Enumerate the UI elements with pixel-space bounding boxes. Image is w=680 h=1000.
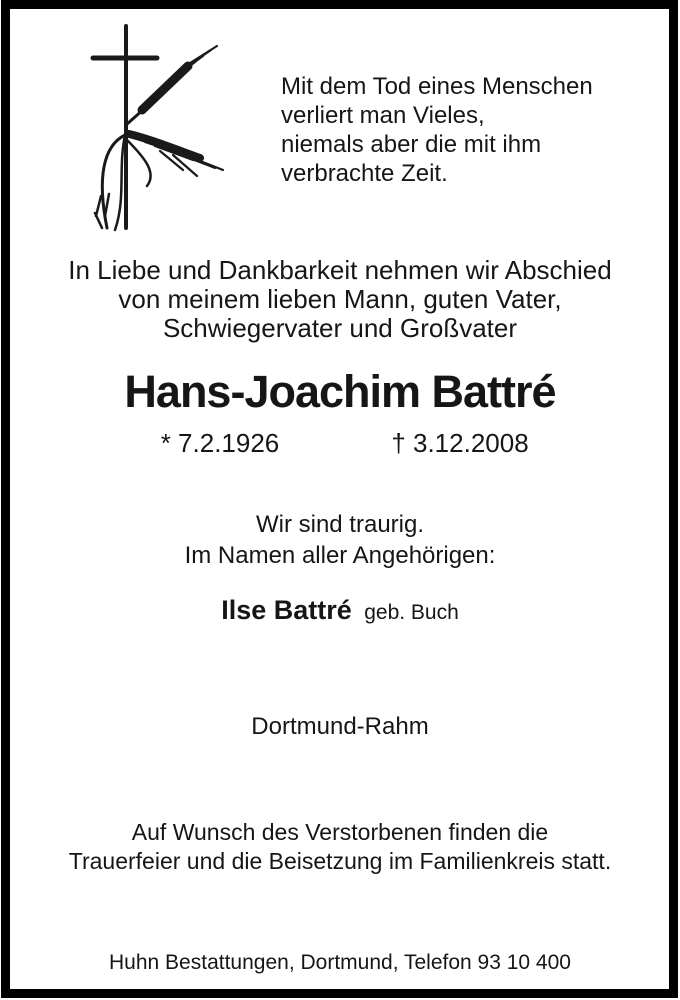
closing-line: Trauerfeier und die Beisetzung im Familienkreis statt. [68,848,612,874]
mourner-maiden-name: geb. Buch [364,601,459,624]
closing-statement [0,818,680,876]
deceased-name: Hans-Joachim Battré [124,366,556,417]
epigraph-line: Mit dem Tod eines Menschen [281,73,593,100]
intro-line: Schwiegervater und Großvater [162,313,518,343]
intro-line: von meinem lieben Mann, guten Vater, [118,284,562,314]
cross-and-wheat-icon [85,18,225,233]
mourning-line: Im Namen aller Angehörigen: [184,542,496,569]
mourner-line [0,595,680,626]
epigraph-line: verbrachte Zeit. [281,160,448,187]
birth-date: * 7.2.1926 [160,428,280,458]
epigraph-line: niemals aber die mit ihm [281,131,542,158]
death-date: † 3.12.2008 [391,428,529,458]
mourning-line: Wir sind traurig. [255,511,425,538]
life-dates [0,428,680,459]
farewell-intro [0,256,680,343]
mourner-name: Ilse Battré [221,595,352,625]
closing-line: Auf Wunsch des Verstorbenen finden die [131,819,549,845]
intro-line: In Liebe und Dankbarkeit nehmen wir Abschied [68,255,612,285]
mourning-statement [0,509,680,571]
funeral-home-info: Huhn Bestattungen, Dortmund, Telefon 93 10 400 [109,951,571,974]
epigraph-line: verliert man Vieles, [281,102,485,129]
location: Dortmund-Rahm [251,713,429,740]
epigraph-verse [281,72,593,188]
